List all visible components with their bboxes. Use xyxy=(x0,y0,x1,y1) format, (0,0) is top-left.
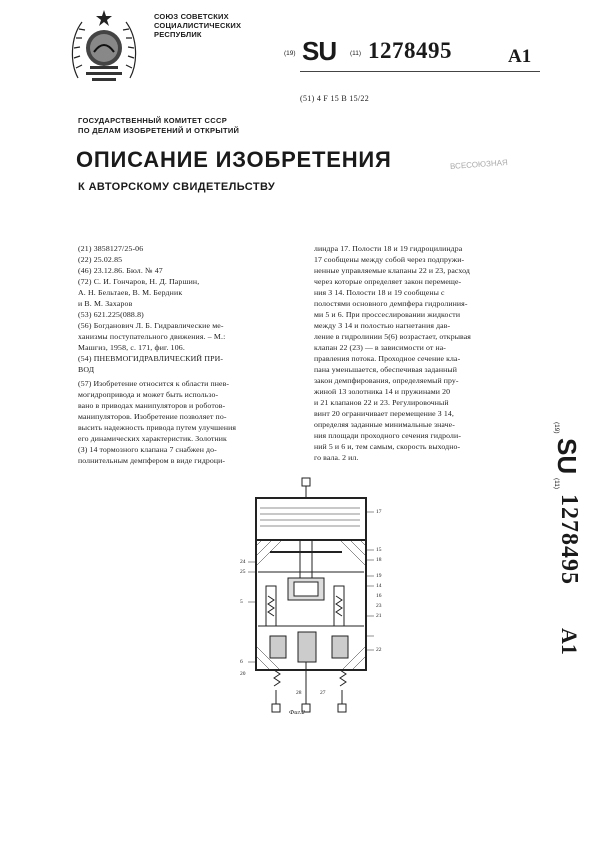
abstract-line: вано в приводах манипуляторов и роботов- xyxy=(78,401,226,410)
ussr-emblem-icon xyxy=(68,8,140,86)
biblio-line: Машгиз, 1958, с. 171, фиг. 106. xyxy=(78,343,185,352)
header-rule xyxy=(300,71,540,72)
biblio-line: (56) Богданович Л. Б. Гидравлические ме- xyxy=(78,321,224,330)
abstract-line: закон демпфирования, определяемый пру- xyxy=(314,376,459,385)
document-subtitle: К АВТОРСКОМУ СВИДЕТЕЛЬСТВУ xyxy=(78,181,276,193)
org-line: СОЦИАЛИСТИЧЕСКИХ xyxy=(154,21,242,30)
abstract-line: могидропривода и может быть использо- xyxy=(78,390,219,399)
abstract-line: манипуляторов. Изобретение позволяет по- xyxy=(78,412,227,421)
figure-label: 6 xyxy=(240,659,243,665)
abstract-line: через которые определяет закон перемеще- xyxy=(314,277,462,286)
abstract-line: полостями основного демпфера гидролиния- xyxy=(314,299,468,308)
figure-label: 19 xyxy=(376,573,382,579)
biblio-line: А. Н. Бельтаев, В. М. Бердник xyxy=(78,288,183,297)
pneumohydraulic-drive-figure xyxy=(236,476,386,718)
side-patent-number: 1278495 xyxy=(556,494,582,585)
figure-label: 24 xyxy=(240,559,246,565)
figure-label: 18 xyxy=(376,557,382,563)
patent-country: SU xyxy=(302,36,337,66)
biblio-line: (22) 25.02.85 xyxy=(78,255,123,264)
committee-line: ПО ДЕЛАМ ИЗОБРЕТЕНИЙ И ОТКРЫТИЙ xyxy=(78,126,240,135)
side-number-code: (11) xyxy=(553,478,560,490)
abstract-line: его динамических характеристик. Золотник xyxy=(78,434,227,443)
abstract-line: правления потока. Проходное сечение кла- xyxy=(314,354,461,363)
figure-label: 17 xyxy=(376,509,382,515)
figure-label: 22 xyxy=(376,647,382,653)
patent-kind: A1 xyxy=(508,46,532,67)
abstract-line: винт 20 ограничивает перемещение З 14, xyxy=(314,409,454,418)
figure-label: 28 xyxy=(296,690,302,696)
abstract-line: определяя заданные минимальные значе- xyxy=(314,420,455,429)
abstract-line: пана уменьшается, обеспечивая заданный xyxy=(314,365,458,374)
org-line: РЕСПУБЛИК xyxy=(154,30,202,39)
committee-line: ГОСУДАРСТВЕННЫЙ КОМИТЕТ СССР xyxy=(78,116,227,125)
abstract-line: клапан 22 (23) — в зависимости от на- xyxy=(314,343,446,352)
figure-label: 20 xyxy=(240,671,246,677)
side-country: SU xyxy=(552,438,582,475)
abstract-line: высить надежность привода путем улучшения xyxy=(78,423,237,432)
abstract-line: го вала. 2 ил. xyxy=(314,453,359,462)
patent-number: 1278495 xyxy=(368,38,452,63)
biblio-line: (46) 23.12.86. Бюл. № 47 xyxy=(78,266,163,275)
org-line: СОЮЗ СОВЕТСКИХ xyxy=(154,12,229,21)
abstract-line: и 21 клапанов 22 и 23. Регулировочный xyxy=(314,398,449,407)
biblio-line: (54) ПНЕВМОГИДРАВЛИЧЕСКИЙ ПРИ- xyxy=(78,354,224,363)
biblio-line: ВОД xyxy=(78,365,95,374)
side-patent-kind: A1 xyxy=(557,628,582,655)
figure-label: 21 xyxy=(376,613,382,619)
abstract-line: жиной 13 золотника 14 и пружинами 20 xyxy=(314,387,451,396)
figure-label: 5 xyxy=(240,599,243,605)
patent-country-code: (19) xyxy=(284,50,296,57)
figure-label: 27 xyxy=(320,690,326,696)
figure-label: 16 xyxy=(376,593,382,599)
abstract-line: линдра 17. Полости 18 и 19 гидроцилиндра xyxy=(314,244,463,253)
library-stamp: ВСЕСОЮЗНАЯ xyxy=(449,157,509,172)
abstract-line: между З 14 и полостью нагнетания дав- xyxy=(314,321,451,330)
side-country-code: (19) xyxy=(553,422,560,434)
biblio-line: (21) 3858127/25-06 xyxy=(78,244,144,253)
abstract-line: (З) 14 тормозного клапана 7 снабжен до- xyxy=(78,445,217,454)
abstract-line: ний 5 и 6 и, тем самым, скорость выходно- xyxy=(314,442,461,451)
ipc-class: (51) 4 F 15 B 15/22 xyxy=(300,94,370,103)
abstract-line: ми 5 и 6. При проссеслировании жидкости xyxy=(314,310,461,319)
abstract-line: (57) Изобретение относится к области пнев- xyxy=(78,379,230,388)
figure-label: 23 xyxy=(376,603,382,609)
biblio-line: ханизмы поступательного движения. – М.: xyxy=(78,332,226,341)
abstract-line: ния площади проходного сечения гидроли- xyxy=(314,431,462,440)
biblio-line: (72) С. И. Гончаров, Н. Д. Паршин, xyxy=(78,277,200,286)
document-title: ОПИСАНИЕ ИЗОБРЕТЕНИЯ xyxy=(76,147,392,172)
abstract-line: ния З 14. Полости 18 и 19 сообщены с xyxy=(314,288,445,297)
figure-caption: Фиг.2 xyxy=(289,709,305,716)
abstract-line: 17 сообщены между собой через подпружи- xyxy=(314,255,465,264)
abstract-line: ненные управляемые клапаны 22 и 23, расход xyxy=(314,266,470,275)
figure-label: 15 xyxy=(376,547,382,553)
abstract-line: полнительным демпфером в виде гидроци- xyxy=(78,456,226,465)
biblio-line: (53) 621.225(088.8) xyxy=(78,310,144,319)
abstract-line: ление в гидролинии 5(6) возрастает, открывая xyxy=(314,332,471,341)
biblio-line: и В. М. Захаров xyxy=(78,299,133,308)
figure-label: 25 xyxy=(240,569,246,575)
figure-label: 14 xyxy=(376,583,382,589)
patent-number-code: (11) xyxy=(350,50,362,57)
